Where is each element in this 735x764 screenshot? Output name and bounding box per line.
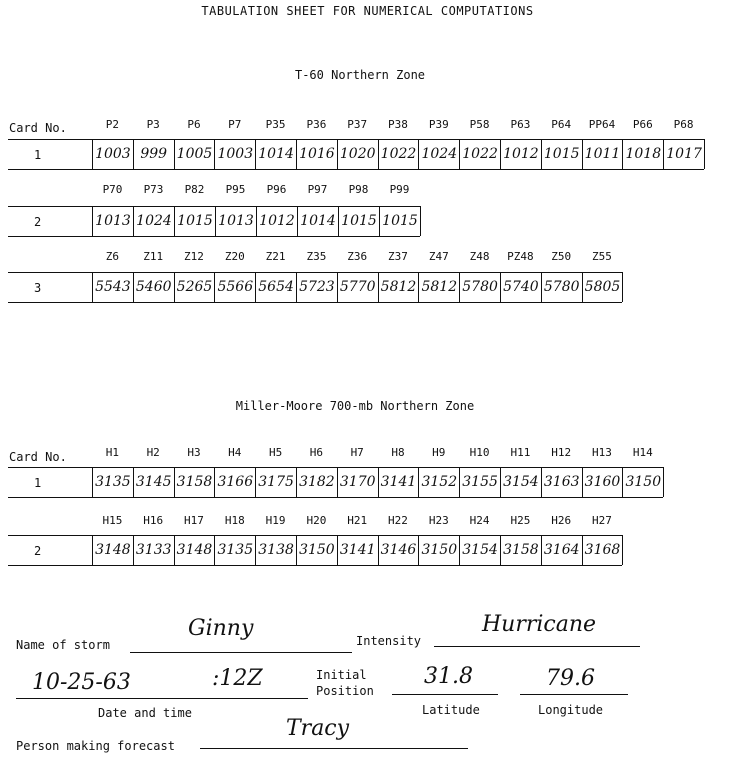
column-header: P58 [469, 118, 490, 131]
value-cell [459, 535, 500, 565]
column-header: P36 [306, 118, 327, 131]
column-header: H25 [510, 514, 531, 527]
handwritten-value: 1003 [95, 146, 131, 162]
handwritten-value: 1020 [339, 146, 376, 162]
column-header: P35 [265, 118, 286, 131]
value-cell [338, 206, 379, 236]
value-cell [500, 272, 541, 302]
handwritten-value: 3146 [380, 542, 417, 558]
column-header: P38 [388, 118, 408, 131]
column-header: P39 [428, 118, 449, 131]
value-cell [174, 206, 215, 236]
longitude-line [520, 694, 628, 695]
column-header: P96 [266, 183, 287, 196]
column-header: PZ48 [507, 250, 534, 263]
column-header: H10 [469, 446, 490, 459]
cell-border [420, 206, 421, 236]
column-header: P7 [228, 118, 242, 131]
handwritten-value: 3150 [299, 542, 335, 558]
forecaster-line [200, 748, 468, 749]
column-header: H23 [428, 514, 449, 527]
handwritten-value: 3141 [339, 542, 376, 558]
column-header: Z47 [428, 250, 449, 263]
column-header: H13 [592, 446, 612, 459]
handwritten-value: 1015 [177, 213, 213, 229]
column-header: H26 [551, 514, 572, 527]
handwritten-value: 1003 [217, 146, 254, 162]
value-cell [92, 206, 133, 236]
handwritten-value: 1022 [380, 146, 417, 162]
column-header: P2 [105, 118, 120, 131]
handwritten-value: 5460 [135, 279, 172, 295]
date-time-label: Date and time [98, 706, 192, 720]
latitude-value: 31.8 [424, 664, 473, 689]
handwritten-value: 3133 [135, 542, 172, 558]
handwritten-value: 1017 [666, 146, 702, 162]
row-rule [8, 272, 622, 273]
column-header: H5 [268, 446, 283, 459]
column-header: H3 [187, 446, 201, 459]
handwritten-value: 5543 [95, 279, 131, 295]
column-header: H18 [224, 514, 245, 527]
handwritten-value: 3154 [503, 474, 539, 490]
handwritten-value: 3158 [176, 474, 213, 490]
column-header: P6 [187, 118, 201, 131]
row-rule [8, 302, 622, 303]
value-cell [582, 467, 623, 497]
card-number: 2 [34, 215, 42, 229]
value-cell [541, 467, 582, 497]
value-cell [174, 467, 215, 497]
row-rule [8, 565, 622, 566]
handwritten-value: 3160 [584, 474, 621, 490]
forecaster-value: Tracy [286, 716, 350, 741]
column-header: Z20 [224, 250, 245, 263]
handwritten-value: 3138 [258, 542, 294, 558]
handwritten-value: 3170 [339, 474, 376, 490]
column-header: H24 [469, 514, 490, 527]
column-header: Z21 [265, 250, 286, 263]
column-header: P37 [347, 118, 368, 131]
handwritten-value: 3166 [217, 474, 254, 490]
handwritten-value: 3141 [380, 474, 417, 490]
value-cell [541, 139, 582, 169]
name-of-storm-value: Ginny [188, 616, 254, 641]
handwritten-value: 1018 [625, 146, 662, 162]
handwritten-value: 1011 [584, 146, 621, 162]
value-cell [459, 272, 500, 302]
position-label: Position [316, 684, 374, 698]
column-header: Z36 [347, 250, 368, 263]
handwritten-value: 5723 [299, 279, 335, 295]
column-header: P98 [348, 183, 369, 196]
value-cell [133, 467, 174, 497]
handwritten-value: 5812 [380, 279, 417, 295]
sheet-title: TABULATION SHEET FOR NUMERICAL COMPUTATIONS [201, 4, 534, 18]
longitude-label: Longitude [538, 703, 604, 717]
handwritten-value: 3145 [135, 474, 172, 490]
name-of-storm-line [130, 652, 352, 653]
column-header: Z12 [184, 250, 204, 263]
handwritten-value: 1014 [300, 213, 336, 229]
column-header: H15 [102, 514, 123, 527]
handwritten-value: 5780 [462, 279, 498, 295]
handwritten-value: 5566 [217, 279, 254, 295]
value-cell [418, 535, 459, 565]
value-cell [622, 139, 663, 169]
forecaster-label: Person making forecast [16, 739, 175, 753]
value-cell [174, 139, 215, 169]
value-cell [582, 535, 623, 565]
cell-border [704, 139, 705, 169]
value-cell [582, 139, 623, 169]
value-cell [92, 467, 133, 497]
handwritten-value: 1015 [382, 213, 418, 229]
latitude-label: Latitude [422, 703, 480, 717]
column-header: P66 [632, 118, 653, 131]
handwritten-value: 1013 [218, 213, 254, 229]
value-cell [500, 535, 541, 565]
value-cell [337, 139, 378, 169]
column-header: Z6 [105, 250, 120, 263]
value-cell [337, 272, 378, 302]
value-cell [133, 139, 174, 169]
value-cell [296, 467, 337, 497]
value-cell [418, 467, 459, 497]
handwritten-value: 3148 [95, 542, 131, 558]
handwritten-value: 3152 [421, 474, 458, 490]
value-cell [92, 272, 133, 302]
time-value: :12Z [212, 666, 263, 691]
column-header: Z35 [306, 250, 327, 263]
intensity-value: Hurricane [482, 612, 597, 637]
handwritten-value: 1024 [421, 146, 458, 162]
value-cell [337, 535, 378, 565]
column-header: H1 [105, 446, 120, 459]
column-header: H22 [388, 514, 408, 527]
section1-title: T-60 Northern Zone [294, 68, 426, 82]
handwritten-value: 1024 [136, 213, 172, 229]
date-time-line [16, 698, 308, 699]
value-cell [297, 206, 338, 236]
handwritten-value: 3155 [462, 474, 498, 490]
column-header: H8 [391, 446, 405, 459]
column-header: Z55 [592, 250, 612, 263]
column-header: H2 [146, 446, 160, 459]
value-cell [379, 206, 420, 236]
value-cell [133, 272, 174, 302]
handwritten-value: 1016 [299, 146, 335, 162]
handwritten-value: 1012 [259, 213, 295, 229]
initial-label: Initial [316, 668, 367, 682]
section1-card-label: Card No. [9, 121, 67, 135]
value-cell [459, 467, 500, 497]
handwritten-value: 3182 [299, 474, 335, 490]
value-cell [256, 206, 297, 236]
handwritten-value: 1013 [95, 213, 131, 229]
column-header: H12 [551, 446, 572, 459]
value-cell [174, 272, 215, 302]
column-header: P63 [510, 118, 531, 131]
cell-border [622, 272, 623, 302]
row-rule [8, 467, 663, 468]
row-rule [8, 236, 420, 237]
row-rule [8, 535, 622, 536]
row-rule [8, 169, 704, 170]
handwritten-value: 5770 [339, 279, 376, 295]
date-value: 10-25-63 [32, 670, 131, 695]
value-cell [255, 535, 296, 565]
handwritten-value: 3148 [176, 542, 213, 558]
column-header: P3 [146, 118, 160, 131]
handwritten-value: 999 [140, 146, 168, 162]
value-cell [541, 535, 582, 565]
column-header: P70 [102, 183, 123, 196]
handwritten-value: 5654 [258, 279, 294, 295]
handwritten-value: 5265 [176, 279, 213, 295]
card-number: 2 [34, 544, 42, 558]
column-header: Z48 [469, 250, 490, 263]
handwritten-value: 3150 [625, 474, 662, 490]
value-cell [214, 139, 255, 169]
handwritten-value: 1015 [341, 213, 377, 229]
column-header: Z37 [388, 250, 408, 263]
value-cell [418, 272, 459, 302]
value-cell [214, 467, 255, 497]
column-header: H16 [143, 514, 164, 527]
handwritten-value: 5740 [503, 279, 539, 295]
column-header: Z50 [551, 250, 572, 263]
column-header: H19 [265, 514, 286, 527]
handwritten-value: 3168 [584, 542, 621, 558]
value-cell [215, 206, 256, 236]
column-header: H11 [510, 446, 531, 459]
column-header: H20 [306, 514, 327, 527]
column-header: P99 [389, 183, 410, 196]
value-cell [582, 272, 623, 302]
column-header: H4 [228, 446, 242, 459]
value-cell [214, 535, 255, 565]
handwritten-value: 1014 [258, 146, 294, 162]
handwritten-value: 5805 [584, 279, 621, 295]
value-cell [174, 535, 215, 565]
value-cell [296, 272, 337, 302]
cell-border [622, 535, 623, 565]
column-header: H6 [309, 446, 324, 459]
column-header: P73 [143, 183, 164, 196]
value-cell [378, 467, 419, 497]
value-cell [133, 206, 174, 236]
column-header: H9 [432, 446, 446, 459]
value-cell [255, 272, 296, 302]
cell-border [663, 467, 664, 497]
longitude-value: 79.6 [546, 666, 595, 691]
column-header: Z11 [143, 250, 164, 263]
handwritten-value: 3164 [543, 542, 580, 558]
handwritten-value: 3135 [95, 474, 131, 490]
column-header: H21 [347, 514, 368, 527]
value-cell [378, 535, 419, 565]
row-rule [8, 497, 663, 498]
value-cell [92, 139, 133, 169]
value-cell [255, 467, 296, 497]
name-of-storm-label: Name of storm [16, 638, 110, 652]
column-header: H7 [350, 446, 364, 459]
card-number: 3 [34, 281, 42, 295]
intensity-line [434, 646, 640, 647]
handwritten-value: 1012 [503, 146, 539, 162]
value-cell [296, 139, 337, 169]
value-cell [214, 272, 255, 302]
handwritten-value: 1022 [462, 146, 498, 162]
handwritten-value: 5812 [421, 279, 458, 295]
handwritten-value: 3150 [421, 542, 458, 558]
value-cell [378, 139, 419, 169]
column-header: PP64 [588, 118, 616, 131]
latitude-line [392, 694, 498, 695]
value-cell [500, 467, 541, 497]
handwritten-value: 1005 [176, 146, 213, 162]
handwritten-value: 3163 [543, 474, 580, 490]
value-cell [92, 535, 133, 565]
value-cell [663, 139, 704, 169]
value-cell [133, 535, 174, 565]
column-header: H27 [592, 514, 612, 527]
column-header: P64 [551, 118, 572, 131]
value-cell [500, 139, 541, 169]
value-cell [541, 272, 582, 302]
handwritten-value: 5780 [543, 279, 580, 295]
value-cell [622, 467, 663, 497]
column-header: P95 [225, 183, 246, 196]
value-cell [378, 272, 419, 302]
handwritten-value: 3135 [217, 542, 254, 558]
value-cell [296, 535, 337, 565]
value-cell [418, 139, 459, 169]
intensity-label: Intensity [356, 634, 422, 648]
handwritten-value: 3175 [258, 474, 294, 490]
value-cell [255, 139, 296, 169]
section2-card-label: Card No. [9, 450, 67, 464]
column-header: P82 [184, 183, 205, 196]
card-number: 1 [34, 476, 42, 490]
section2-title: Miller-Moore 700-mb Northern Zone [235, 399, 475, 413]
row-rule [8, 206, 420, 207]
value-cell [337, 467, 378, 497]
column-header: P97 [307, 183, 328, 196]
column-header: H14 [632, 446, 653, 459]
row-rule [8, 139, 704, 140]
handwritten-value: 1015 [543, 146, 580, 162]
card-number: 1 [34, 148, 42, 162]
value-cell [459, 139, 500, 169]
column-header: P68 [673, 118, 694, 131]
handwritten-value: 3154 [462, 542, 498, 558]
column-header: H17 [184, 514, 204, 527]
handwritten-value: 3158 [503, 542, 539, 558]
